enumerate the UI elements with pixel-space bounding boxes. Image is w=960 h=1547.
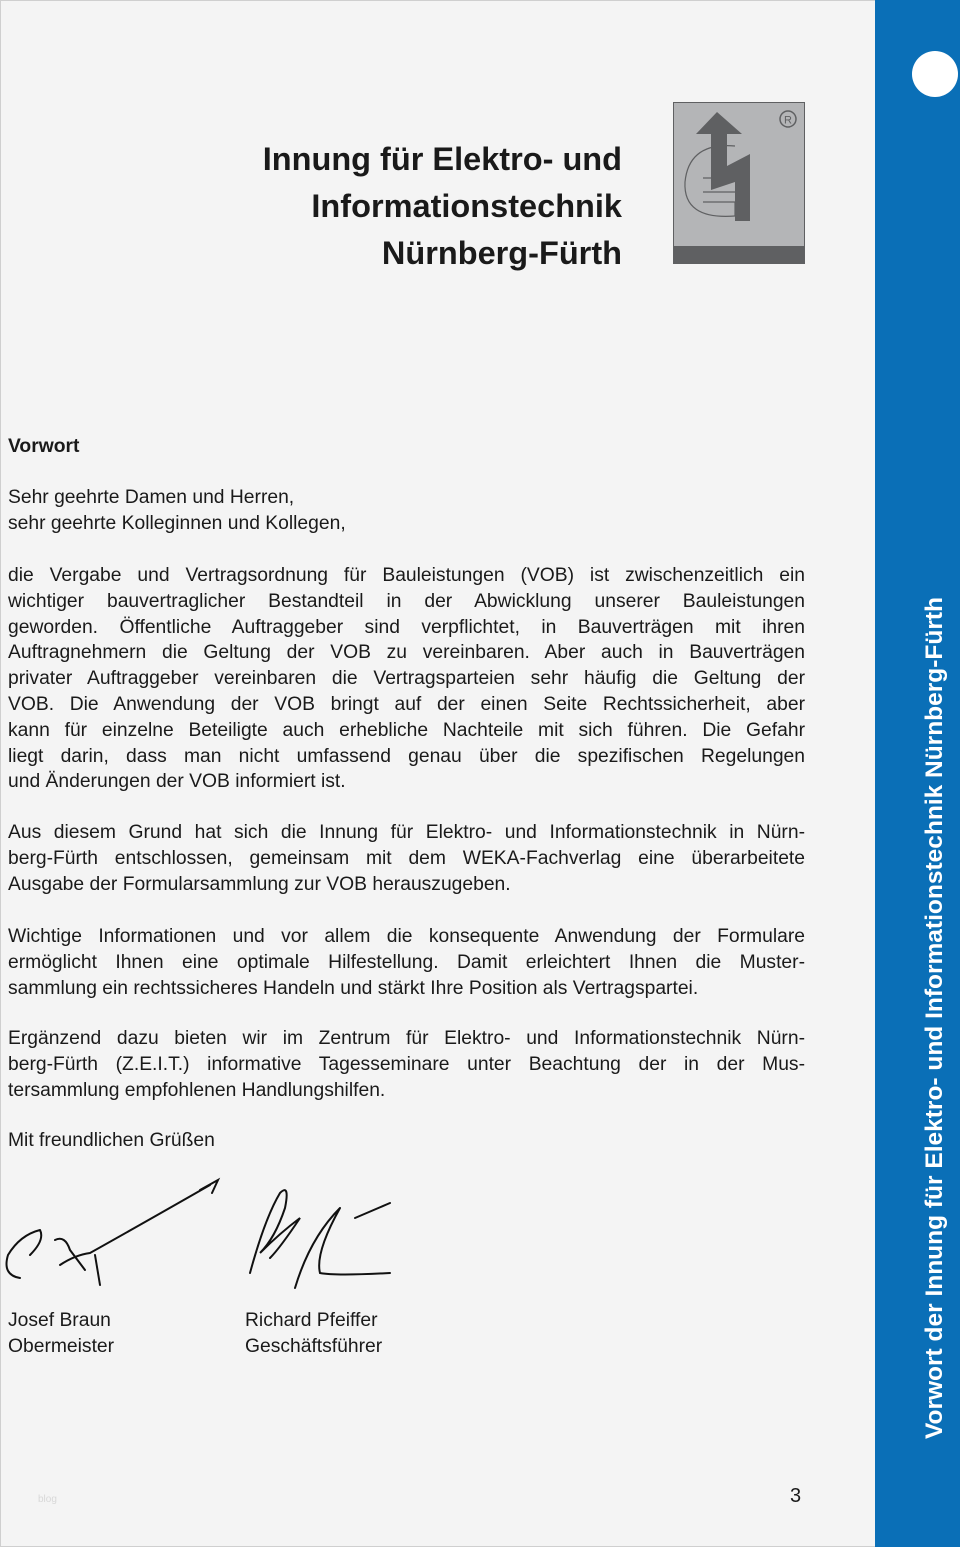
signature-josef-braun — [0, 1175, 225, 1290]
paragraph-3 — [8, 924, 805, 1001]
innung-logo — [673, 102, 805, 264]
sidebar-vertical-title: Vorwort der Innung für Elektro- und Informationstechnik Nürnberg-Fürth — [921, 596, 948, 1440]
signature-richard-pfeiffer — [240, 1178, 400, 1298]
signatory-role: Obermeister — [8, 1335, 115, 1357]
text-line: VOB. Die Anwendung der VOB bringt auf der einen Seite Rechtssicherheit, aber — [8, 693, 805, 715]
text-line: sammlung ein rechtssicheres Handeln und stärkt Ihre Position als Vertragspartei. — [8, 977, 699, 999]
title-line: Innung für Elektro- und — [262, 141, 622, 177]
title-line: Nürnberg-Fürth — [381, 235, 622, 271]
text-line: und Änderungen der VOB informiert ist. — [8, 771, 346, 793]
page-number: 3 — [790, 1485, 802, 1507]
paragraph-2 — [8, 820, 805, 897]
text-line: tersammlung empfohlenen Handlungshilfen. — [8, 1079, 386, 1101]
svg-text:R: R — [784, 114, 792, 127]
signatory-name: Richard Pfeiffer — [245, 1310, 378, 1331]
text-line: ermöglicht Ihnen eine optimale Hilfestellung. Damit erleichtert Ihnen die Muster- — [8, 951, 805, 973]
salutation — [8, 485, 805, 537]
text-line: Wichtige Informationen und vor allem die konsequente Anwendung der Formulare — [8, 926, 805, 947]
text-line: geworden. Öffentliche Auftraggeber sind verpflichtet, in Bauverträgen mit ihren — [8, 616, 805, 638]
signatory-1 — [8, 1308, 114, 1360]
text-line: berg-Fürth (Z.E.I.T.) informative Tagesseminare unter Beachtung der in der Mus- — [8, 1053, 805, 1075]
page-title — [263, 136, 622, 277]
text-line: Ausgabe der Formularsammlung zur VOB herauszugeben. — [8, 873, 511, 895]
text-line: privater Auftraggeber vereinbaren die Vertragsparteien sehr häufig die Geltung der — [8, 668, 805, 690]
text-line: kann für einzelne Beteiligte auch erhebliche Nachteile mit sich führen. Die Gefahr — [8, 719, 805, 741]
text-line: liegt darin, dass man nicht umfassend genau über die spezifischen Regelungen — [8, 745, 805, 767]
text-line: wichtiger bauvertraglicher Bestandteil in der Abwicklung unserer Bauleistungen — [8, 590, 805, 612]
title-line: Informationstechnik — [311, 188, 622, 224]
text-line: Aus diesem Grund hat sich die Innung für Elektro- und Informationstechnik in Nürn- — [8, 822, 805, 843]
paragraph-1 — [8, 563, 805, 795]
text-line: die Vergabe und Vertragsordnung für Bauleistungen (VOB) ist zwischenzeitlich ein — [8, 565, 805, 586]
text-line: berg-Fürth entschlossen, gemeinsam mit dem WEKA-Fachverlag eine überarbeitete — [8, 847, 805, 869]
paragraph-4 — [8, 1026, 805, 1103]
watermark: blog — [38, 1494, 57, 1505]
signatory-role: Geschäftsführer — [245, 1335, 383, 1357]
closing: Mit freundlichen Grüßen — [8, 1130, 215, 1151]
text-line: Ergänzend dazu bieten wir im Zentrum für Elektro- und Informationstechnik Nürn- — [8, 1028, 805, 1049]
text-line: Auftragnehmern die Geltung der VOB zu vereinbaren. Aber auch in Bauverträgen — [8, 642, 805, 664]
signatory-name: Josef Braun — [8, 1310, 111, 1331]
signatory-2 — [245, 1308, 382, 1360]
salutation-line: Sehr geehrte Damen und Herren, — [8, 487, 295, 508]
section-heading: Vorwort — [8, 436, 80, 457]
salutation-line: sehr geehrte Kolleginnen und Kollegen, — [8, 512, 346, 534]
tab-marker-circle — [912, 51, 958, 97]
